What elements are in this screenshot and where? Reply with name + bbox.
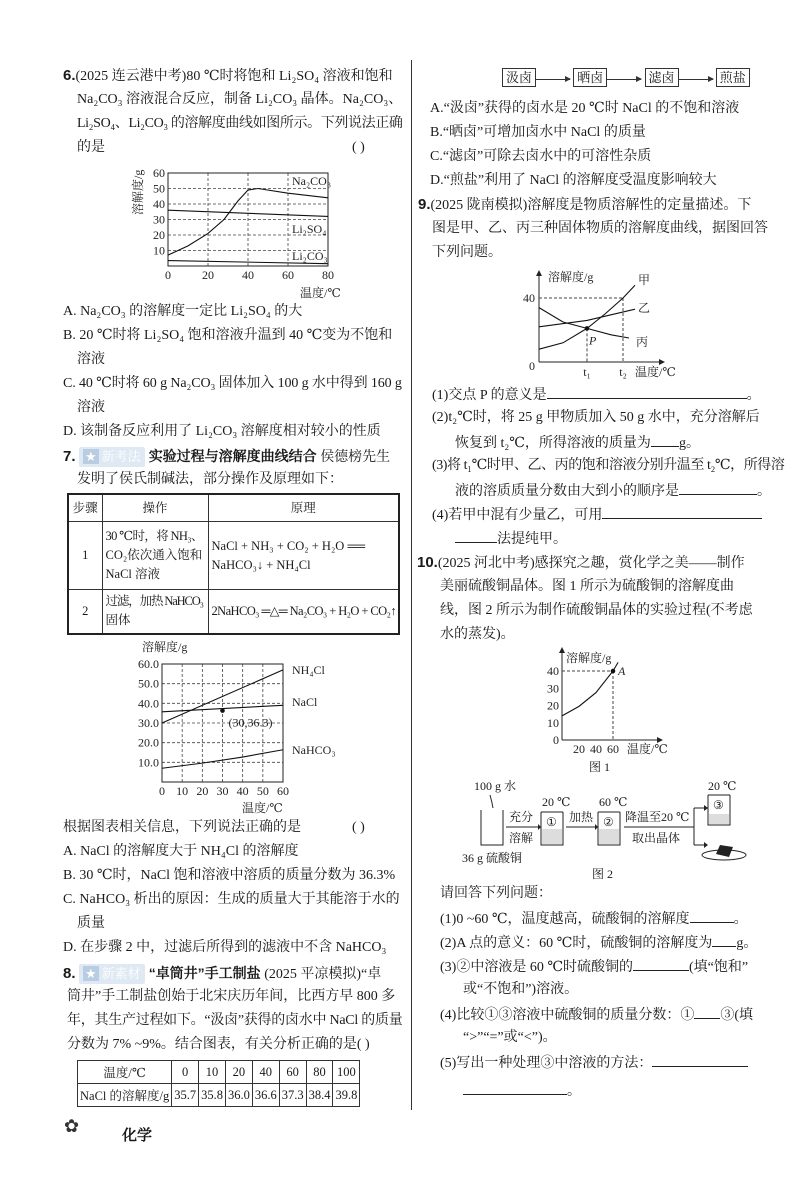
option-d: D.“煎盐”利用了 NaCl 的溶解度受温度影响较大 <box>430 173 717 188</box>
sub-question: 液的溶质质量分数由大到小的顺序是 <box>455 484 679 499</box>
temperature-label: 20 ℃ <box>542 795 571 809</box>
sub-question: (2)A 点的意义：60 ℃时，硫酸铜的溶解度为 <box>440 936 713 951</box>
figure-caption: 图 2 <box>592 867 614 881</box>
sub-question: 法提纯甲。 <box>497 532 567 547</box>
y-tick-label: 0 <box>553 733 559 747</box>
x-tick-label: 60 <box>282 268 294 282</box>
question-number: 7. <box>63 448 76 465</box>
y-tick-label: 0 <box>529 359 535 373</box>
temperature-cell: 80 <box>306 1061 333 1084</box>
y-tick-label: 40 <box>153 197 165 211</box>
y-tick-label: 30.0 <box>138 716 159 730</box>
x-tick-label: 40 <box>236 784 249 798</box>
question-text: 根据图表相关信息，下列说法正确的是 <box>63 820 301 835</box>
beaker-label: ③ <box>713 798 724 812</box>
step-label: 溶解 <box>509 831 534 845</box>
question-text: 发明了侯氏制碱法，部分操作及原理如下： <box>77 472 343 487</box>
sub-question: (4)若甲中混有少量乙，可用 <box>432 508 603 523</box>
x-tick-label: 60 <box>607 742 619 756</box>
option-c-cont: 质量 <box>77 916 105 931</box>
question-text: Na₂CO₃ 溶液混合反应，制备 Li₂CO₃ 晶体。Na₂CO₃、 <box>77 92 403 107</box>
table-header: 步骤 <box>68 494 102 522</box>
question-text: Li₂SO₄、Li₂CO₃ 的溶解度曲线如图所示。下列说法正确 <box>77 116 403 131</box>
temperature-cell: 0 <box>172 1061 199 1084</box>
op-line: NaCl 溶液 <box>105 567 161 581</box>
series-label: NH₄Cl <box>292 663 325 677</box>
step-label: 取出晶体 <box>632 831 681 845</box>
solubility-cell: 35.7 <box>172 1084 199 1107</box>
option-a: A. Na₂CO₃ 的溶解度一定比 Li₂SO₄ 的大 <box>63 304 303 319</box>
series-label: Li₂CO₃ <box>292 249 328 263</box>
x-tick-label: 30 <box>216 784 229 798</box>
sub-question: (2)t₂℃时，将 25 g 甲物质加入 50 g 水中，充分溶解后 <box>432 410 760 425</box>
y-tick-label: 20 <box>153 228 165 242</box>
option-d: D. 在步骤 2 中，过滤后所得到的滤液中不含 NaHCO₃ <box>63 940 387 955</box>
beaker-label: ② <box>603 815 614 829</box>
equation-line: NaHCO₃↓ + NH₄Cl <box>211 557 311 572</box>
question-number: 8. <box>63 965 76 982</box>
question-text: 图是甲、乙、丙三种固体物质的溶解度曲线，据图回答 <box>432 221 768 236</box>
period: 。 <box>567 1084 581 1099</box>
flow-step: 滤卤 <box>645 68 679 87</box>
question-text: (2025 河北中考)感探究之趣，赏化学之美——制作 <box>437 556 745 571</box>
unit: g。 <box>678 436 700 451</box>
y-tick-label: 30 <box>153 212 165 227</box>
option-b-cont: 溶液 <box>77 352 105 367</box>
point-label: (30,36.3) <box>228 715 273 730</box>
y-axis-label: 溶解度/g <box>142 640 188 654</box>
question-text: 水的蒸发)。 <box>440 627 515 642</box>
question-text: 下列问题。 <box>432 245 502 260</box>
solubility-cell: 39.8 <box>333 1084 360 1107</box>
temperature-cell: 10 <box>199 1061 226 1084</box>
answer-blank[interactable] <box>633 956 689 971</box>
y-tick-label: 60.0 <box>138 657 159 671</box>
sub-question: 或“不饱和”)溶液。 <box>463 982 579 997</box>
series-label: 甲 <box>638 273 651 287</box>
y-tick-label: 40 <box>523 291 535 305</box>
beaker-label: ① <box>546 815 557 829</box>
y-axis-label: 溶解度/g <box>131 169 145 215</box>
x-axis-label: 温度/℃ <box>300 286 341 300</box>
x-tick-label: t₂ <box>619 365 627 379</box>
x-tick-label: 80 <box>322 268 334 282</box>
answer-blank[interactable] <box>652 1052 748 1067</box>
solubility-cell: 37.3 <box>279 1084 306 1107</box>
y-axis-label: 溶解度/g <box>566 651 612 665</box>
op-line: 固体 <box>105 613 131 628</box>
question-text: 的是 <box>77 140 105 155</box>
x-tick-label: 20 <box>202 268 214 282</box>
period: 。 <box>757 484 771 499</box>
figure-caption: 图 1 <box>589 760 611 774</box>
sub-question: (1)0 ~60 ℃，温度越高，硫酸铜的溶解度 <box>440 912 690 927</box>
question-number: 9. <box>418 196 431 213</box>
x-tick-label: 40 <box>242 268 254 282</box>
sub-question: (5)写出一种处理③中溶液的方法： <box>440 1056 653 1071</box>
equation-line: 2NaHCO₃ ═△═ Na₂CO₃ + H₂O + CO₂↑ <box>211 603 396 618</box>
temperature-cell: 60 <box>279 1061 306 1084</box>
sub-question: (1)交点 P 的意义是 <box>432 388 547 403</box>
period: 。 <box>733 912 748 927</box>
y-tick-label: 20 <box>547 698 559 713</box>
y-tick-label: 40.0 <box>138 696 159 711</box>
step-label: 降温至20 ℃ <box>625 810 690 824</box>
question-number: 10. <box>417 554 438 571</box>
y-tick-label: 30 <box>547 681 559 696</box>
prompt: 请回答下列问题： <box>440 886 552 901</box>
sub-question: (4)比较①③溶液中硫酸铜的质量分数：① <box>440 1008 695 1023</box>
question-text: 分数为 7% ~9%。结合图表，有关分析正确的是( ) <box>67 1037 370 1052</box>
series-label: 丙 <box>636 335 649 349</box>
question-text: 侯德榜先生 <box>320 450 391 465</box>
beaker-icon <box>481 810 503 845</box>
water-label: 100 g 水 <box>474 779 517 793</box>
answer-blank[interactable] <box>694 1004 720 1019</box>
x-tick-label: 60 <box>277 784 289 798</box>
row-header: NaCl 的溶解度/g <box>78 1084 172 1107</box>
step-cell: 2 <box>68 590 102 634</box>
row-header: 温度/℃ <box>78 1061 172 1084</box>
x-tick-label: 10 <box>176 784 189 798</box>
x-tick-label: 20 <box>196 784 209 798</box>
question-text: (2025 陇南模拟)溶解度是物质溶解性的定量描述。下 <box>430 198 752 213</box>
sub-question: ③(填 <box>720 1008 753 1023</box>
x-tick-label: 40 <box>590 742 602 756</box>
y-tick-label: 10 <box>153 243 165 258</box>
solubility-cell: 36.0 <box>225 1084 252 1107</box>
x-tick-label: 0 <box>165 268 171 282</box>
answer-blank[interactable] <box>690 908 734 923</box>
point-label: P <box>589 333 597 348</box>
temperature-label: 60 ℃ <box>599 795 628 809</box>
y-tick-label: 20.0 <box>138 735 159 750</box>
y-tick-label: 50 <box>153 181 165 196</box>
y-tick-label: 10.0 <box>138 755 159 770</box>
option-a: A. NaCl 的溶解度大于 NH₄Cl 的溶解度 <box>63 844 299 859</box>
question-text: 美丽硫酸铜晶体。图 1 所示为硫酸铜的溶解度曲 <box>440 579 734 594</box>
x-axis-label: 温度/℃ <box>242 801 283 815</box>
option-d: D. 该制备反应利用了 Li₂CO₃ 溶解度相对较小的性质 <box>63 424 381 439</box>
option-c-cont: 溶液 <box>77 400 105 415</box>
option-a: A.“汲卤”获得的卤水是 20 ℃时 NaCl 的不饱和溶液 <box>430 101 740 116</box>
step-label: 充分 <box>509 810 534 824</box>
table-header: 操作 <box>102 494 208 522</box>
temperature-cell: 40 <box>252 1061 279 1084</box>
sub-question: 恢复到 t₂℃，所得溶液的质量为 <box>455 436 651 451</box>
subject-label: 化学 <box>122 1127 153 1144</box>
x-tick-label: t₁ <box>583 365 591 379</box>
temperature-label: 20 ℃ <box>708 779 737 793</box>
series-label: 乙 <box>638 301 651 315</box>
solubility-cell: 35.8 <box>199 1084 226 1107</box>
op-line: CO₂依次通入饱和 <box>105 548 203 562</box>
flow-step: 晒卤 <box>573 68 607 87</box>
sub-question: (3)将 t₁℃时甲、乙、丙的饱和溶液分别升温至 t₂℃，所得溶 <box>432 458 785 473</box>
sub-question: (填“饱和” <box>689 960 749 975</box>
temperature-cell: 20 <box>225 1061 252 1084</box>
topic-title: “卓筒井”手工制盐 <box>148 965 261 981</box>
question-text: (2025 连云港中考)80 ℃时将饱和 Li₂SO₄ 溶液和饱和 <box>75 69 393 84</box>
question-text: (2025 平凉模拟)“卓 <box>264 967 382 982</box>
op-line: 30 ℃时，将 NH₃、 <box>105 529 203 543</box>
flow-step: 汲卤 <box>502 68 536 87</box>
step-cell: 1 <box>68 522 102 590</box>
solubility-cell: 36.6 <box>252 1084 279 1107</box>
answer-paren: ( ) <box>352 140 365 155</box>
y-tick-label: 40 <box>547 664 559 678</box>
option-c: C. 40 ℃时将 60 g Na₂CO₃ 固体加入 100 g 水中得到 160 g <box>63 376 402 391</box>
sub-question: “>”“=”或“<”)。 <box>463 1030 557 1045</box>
series-label: Na₂CO₃ <box>292 174 332 188</box>
badge-label: 新考法 <box>101 449 141 464</box>
publisher-logo-icon: ✿ <box>64 1116 80 1136</box>
flow-step: 煎盐 <box>716 68 750 87</box>
op-line: 过滤，加热 NaHCO₃ <box>105 594 203 609</box>
option-c: C. NaHCO₃ 析出的原因：生成的质量大于其能溶于水的 <box>63 892 400 907</box>
option-b: B. 20 ℃时将 Li₂SO₄ 饱和溶液升温到 40 ℃变为不饱和 <box>63 328 393 343</box>
sub-question: (3)②中溶液是 60 ℃时硫酸铜的 <box>440 960 633 975</box>
y-tick-label: 10 <box>547 715 559 730</box>
x-axis-label: 温度/℃ <box>627 742 668 756</box>
table-header: 原理 <box>208 494 399 522</box>
series-label: NaCl <box>292 695 318 709</box>
solution-fill <box>709 814 729 824</box>
topic-title: 实验过程与溶解度曲线结合 <box>148 448 317 464</box>
answer-paren: ( ) <box>352 820 365 835</box>
solubility-cell: 38.4 <box>306 1084 333 1107</box>
y-tick-label: 50.0 <box>138 676 159 691</box>
temperature-cell: 100 <box>333 1061 360 1084</box>
star-icon: ★ <box>85 449 97 464</box>
series-label: NaHCO₃ <box>292 743 336 757</box>
question-text: 筒井”手工制盐创始于北宋庆历年间，比西方早 800 多 <box>67 989 396 1004</box>
answer-blank[interactable] <box>712 932 736 947</box>
answer-blank[interactable] <box>463 1080 567 1095</box>
arrow-icon <box>490 795 493 808</box>
x-tick-label: 50 <box>256 784 269 798</box>
point-label: A <box>618 664 626 678</box>
question-text: 线，图 2 所示为制作硫酸铜晶体的实验过程(不考虑 <box>440 603 753 618</box>
option-b: B. 30 ℃时，NaCl 饱和溶液中溶质的质量分数为 36.3% <box>63 868 396 883</box>
step-label: 加热 <box>569 810 594 824</box>
badge-label: 新素材 <box>101 966 141 981</box>
x-tick-label: 0 <box>159 784 165 798</box>
equation-line: NaCl + NH₃ + CO₂ + H₂O ══ <box>211 538 366 553</box>
question-number: 6. <box>63 67 76 84</box>
option-b: B.“晒卤”可增加卤水中 NaCl 的质量 <box>430 125 646 140</box>
unit: g。 <box>736 936 758 951</box>
star-icon: ★ <box>85 966 97 981</box>
question-text: 年，其生产过程如下。“汲卤”获得的卤水中 NaCl 的质量 <box>67 1013 403 1028</box>
period: 。 <box>746 388 761 403</box>
solute-label: 36 g 硫酸铜 <box>462 851 523 865</box>
crystal-icon <box>716 845 733 857</box>
x-axis-label: 温度/℃ <box>635 365 676 379</box>
series-label: Li₂SO₄ <box>292 222 327 236</box>
x-tick-label: 20 <box>573 742 585 756</box>
y-tick-label: 60 <box>153 166 165 180</box>
y-axis-label: 溶解度/g <box>548 270 594 284</box>
option-c: C.“滤卤”可除去卤水中的可溶性杂质 <box>430 149 652 164</box>
